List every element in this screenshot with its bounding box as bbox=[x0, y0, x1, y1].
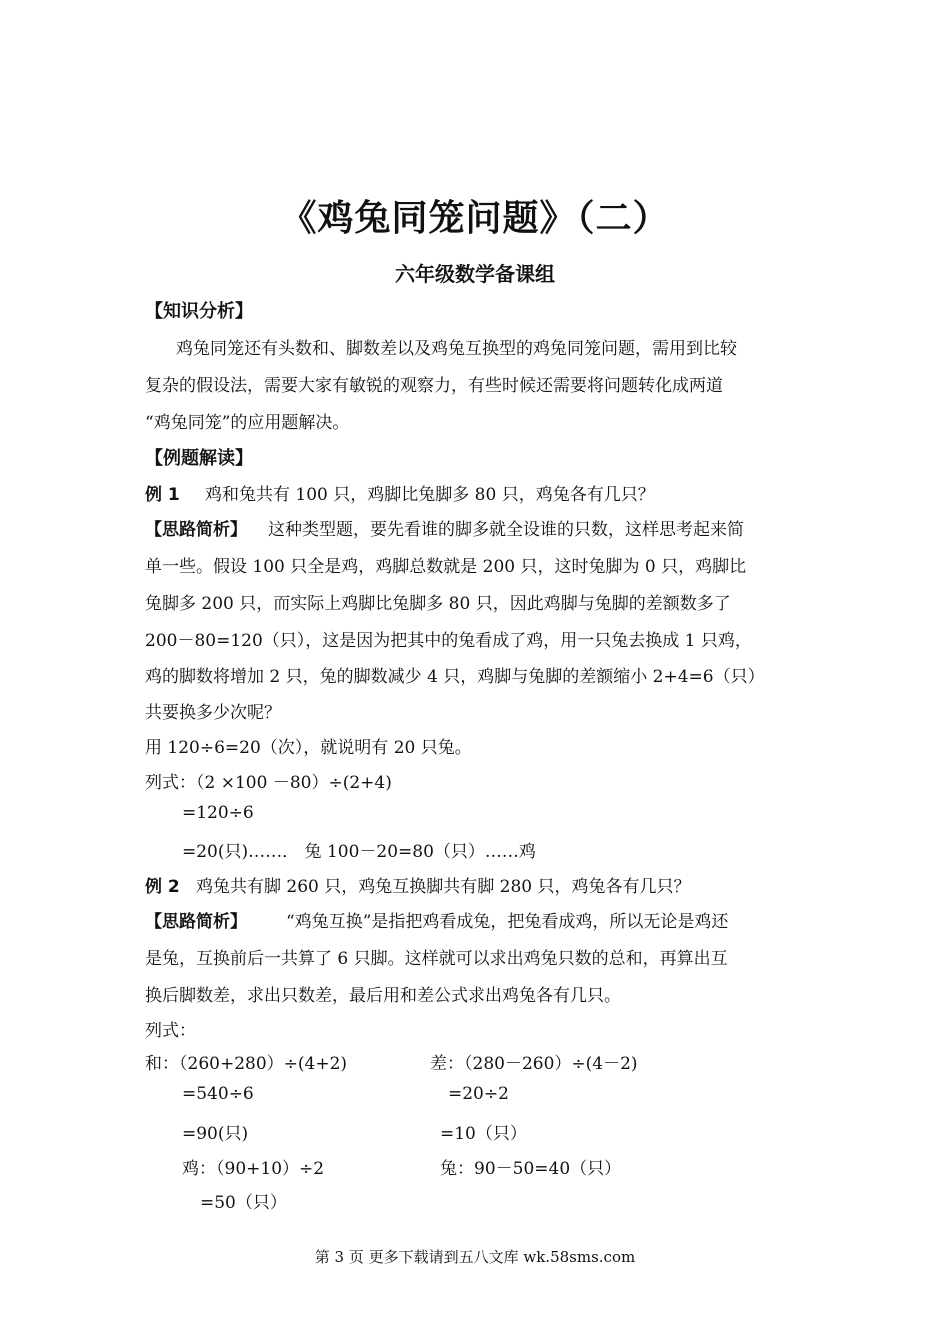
example-1-analysis-line: 200－80=120（只），这是因为把其中的兔看成了鸡，用一只兔去换成 1 只鸡， bbox=[145, 631, 752, 651]
example-1-analysis-label: 【思路简析】 bbox=[145, 520, 247, 540]
example-2-formula-label: 列式： bbox=[145, 1021, 196, 1041]
example-2-left-calc: =50（只） bbox=[200, 1193, 287, 1213]
page-subtitle: 六年级数学备课组 bbox=[395, 262, 555, 286]
example-1-formula: 列式：（2 ×100 －80）÷(2+4) bbox=[145, 773, 392, 793]
example-1-analysis-line: 鸡的脚数将增加 2 只，兔的脚数减少 4 只，鸡脚与兔脚的差额缩小 2+4=6（只） bbox=[145, 667, 765, 687]
example-1-analysis-line: 单一些。假设 100 只全是鸡，鸡脚总数就是 200 只，这时兔脚为 0 只，鸡脚比 bbox=[145, 557, 747, 577]
example-1-analysis-line: 共要换多少次呢？ bbox=[145, 703, 281, 723]
example-2-left-calc: =540÷6 bbox=[182, 1084, 254, 1104]
knowledge-line: 复杂的假设法，需要大家有敏锐的观察力，有些时候还需要将问题转化成两道 bbox=[145, 376, 723, 396]
example-1-calc-line: =20(只)……． 兔 100－20=80（只）……鸡 bbox=[182, 842, 536, 862]
example-1-question: 鸡和兔共有 100 只，鸡脚比兔脚多 80 只，鸡兔各有几只？ bbox=[205, 485, 655, 505]
example-1-analysis-line: 用 120÷6=20（次），就说明有 20 只兔。 bbox=[145, 738, 472, 758]
example-2-right-calc: 差：（280－260）÷(4－2) bbox=[430, 1054, 638, 1074]
example-1-calc-line: =120÷6 bbox=[182, 803, 254, 823]
example-2-left-calc: 和：（260+280）÷(4+2) bbox=[145, 1054, 348, 1074]
example-1-label: 例 1 bbox=[145, 485, 180, 505]
knowledge-heading: 【知识分析】 bbox=[145, 301, 253, 322]
examples-heading: 【例题解读】 bbox=[145, 448, 253, 469]
example-2-right-calc: =10（只） bbox=[440, 1124, 527, 1144]
example-2-analysis-line: “鸡兔互换”是指把鸡看成兔，把兔看成鸡，所以无论是鸡还 bbox=[286, 912, 729, 932]
example-2-question: 鸡兔共有脚 260 只，鸡兔互换脚共有脚 280 只，鸡兔各有几只？ bbox=[196, 877, 691, 897]
example-2-right-calc: 兔：90－50=40（只） bbox=[440, 1159, 622, 1179]
example-2-right-calc: =20÷2 bbox=[448, 1084, 509, 1104]
example-1-analysis-line: 这种类型题，要先看谁的脚多就全设谁的只数，这样思考起来简 bbox=[268, 520, 744, 540]
example-2-left-calc: 鸡：（90+10）÷2 bbox=[182, 1159, 325, 1179]
page-footer: 第 3 页 更多下载请到五八文库 wk.58sms.com bbox=[314, 1248, 636, 1266]
example-2-label: 例 2 bbox=[145, 877, 180, 897]
knowledge-line: “鸡兔同笼”的应用题解决。 bbox=[145, 413, 350, 433]
knowledge-line: 鸡兔同笼还有头数和、脚数差以及鸡兔互换型的鸡兔同笼问题，需用到比较 bbox=[176, 339, 737, 359]
example-2-analysis-label: 【思路简析】 bbox=[145, 912, 247, 932]
example-1-analysis-line: 兔脚多 200 只，而实际上鸡脚比兔脚多 80 只，因此鸡脚与兔脚的差额数多了 bbox=[145, 594, 731, 614]
example-2-analysis-line: 换后脚数差，求出只数差，最后用和差公式求出鸡兔各有几只。 bbox=[145, 986, 621, 1006]
example-2-analysis-line: 是兔，互换前后一共算了 6 只脚。这样就可以求出鸡兔只数的总和，再算出互 bbox=[145, 949, 728, 969]
example-2-left-calc: =90(只) bbox=[182, 1124, 249, 1144]
page-title: 《鸡兔同笼问题》（二） bbox=[280, 198, 670, 239]
